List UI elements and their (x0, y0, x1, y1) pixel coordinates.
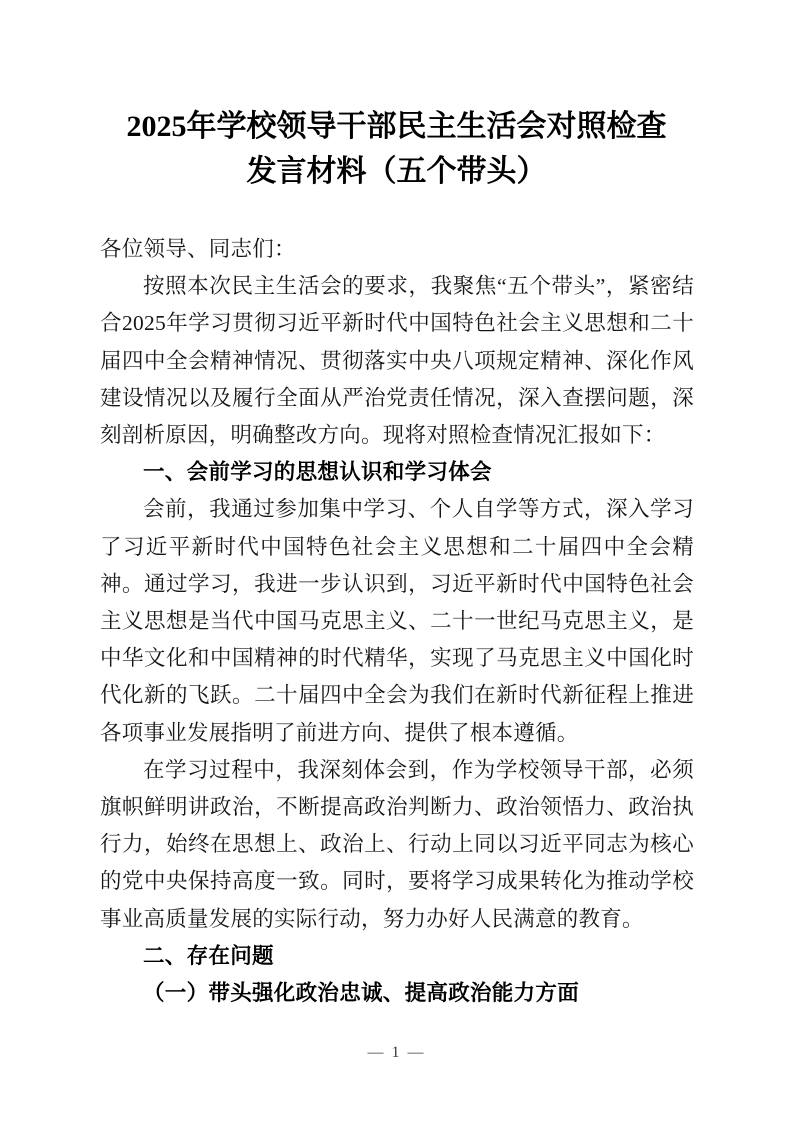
section-one-paragraph-2: 在学习过程中，我深刻体会到，作为学校领导干部，必须旗帜鲜明讲政治，不断提高政治判断力、政治领悟力、政治执行力，始终在思想上、政治上、行动上同以习近平同志为核心的党中央保持高度一致。同时，要将学习成果转化为推动学校事业高质量发展的实际行动，努力办好人民满意的教育。 (100, 757, 694, 931)
salutation: 各位领导、同志们： (100, 237, 296, 261)
section-one-paragraph-1: 会前，我通过参加集中学习、个人自学等方式，深入学习了习近平新时代中国特色社会主义思想和二十届四中全会精神。通过学习，我进一步认识到，习近平新时代中国特色社会主义思想是当代中国马克思主义、二十一世纪马克思主义，是中华文化和中国精神的时代精华，实现了马克思主义中国化时代化新的飞跃。二十届四中全会为我们在新时代新征程上推进各项事业发展指明了前进方向、提供了根本遵循。 (100, 497, 694, 745)
page-title (100, 104, 693, 194)
opening-paragraph: 按照本次民主生活会的要求，我聚焦“五个带头”，紧密结合2025年学习贯彻习近平新时代中国特色社会主义思想和二十届四中全会精神情况、贯彻落实中央八项规定精神、深化作风建设情况以及履行全面从严治党责任情况，深入查摆问题，深刻剖析原因，明确整改方向。现将对照检查情况汇报如下： (100, 274, 694, 448)
section-heading-two: 二、存在问题 (143, 943, 274, 968)
document-body (100, 231, 694, 1012)
page-footer (0, 1044, 793, 1062)
page-title-line-2: 发言材料（五个带头） (246, 155, 547, 188)
page-number: — 1 — (367, 1044, 426, 1061)
page-title-line-1: 2025年学校领导干部民主生活会对照检查 (126, 110, 667, 143)
section-heading-one: 一、会前学习的思想认识和学习体会 (143, 460, 492, 485)
subsection-heading-one: （一）带头强化政治忠诚、提高政治能力方面 (143, 981, 580, 1006)
